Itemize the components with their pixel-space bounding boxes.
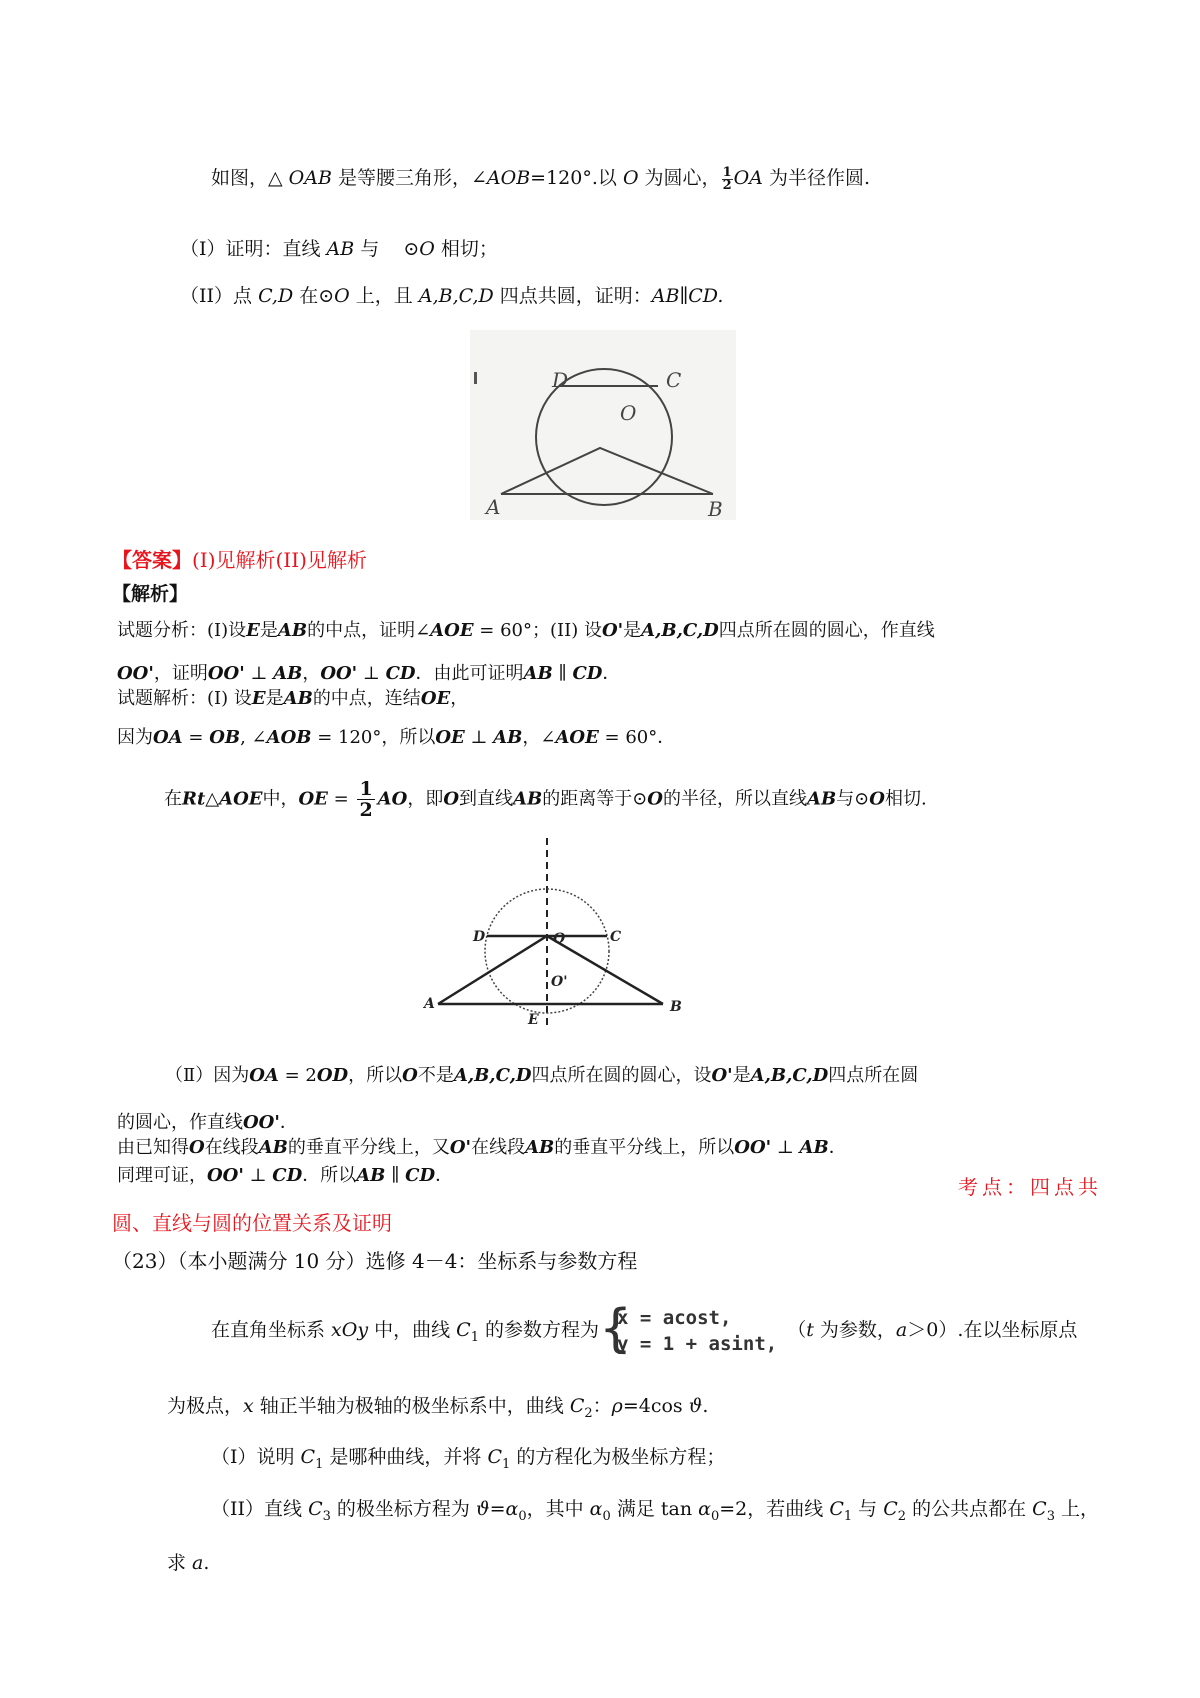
figure-circle-triangle (470, 330, 736, 520)
analysis-line9: 同理可证，OO' ⊥ CD．所以AB ∥ CD． (117, 1165, 454, 1186)
half-fraction-2: $\frac{1}{2}$ (359, 778, 373, 821)
q22-intro: 如图，△ OAB 是等腰三角形，∠AOB=120°.以 O 为圆心， $\frac{1}{2}$ OA 为半径作圆. (211, 164, 871, 193)
figure-circle-perpendicular (420, 838, 690, 1028)
analysis-line2: OO'，证明OO' ⊥ AB，OO' ⊥ CD．由此可证明AB ∥ CD． (117, 663, 621, 684)
answer-line: 【答案】(I)见解析(II)见解析 (112, 548, 367, 572)
q22-part2: （II）点 C,D 在⊙O 上，且 A,B,C,D 四点共圆，证明：AB∥CD. (180, 285, 724, 307)
kaodian-text: 圆、直线与圆的位置关系及证明 (112, 1211, 392, 1235)
left-brace-icon: { (599, 1299, 633, 1359)
analysis-line8: 由已知得O在线段AB的垂直平分线上，又O'在线段AB的垂直平分线上，所以OO' ⊥ AB． (117, 1137, 847, 1158)
label-a: A (424, 996, 435, 1012)
q23-intro: 在直角坐标系 xOy 中，曲线 $C_1$ 的参数方程为 { x = acost, y = 1 + asint, （t 为参数，a＞0）.在以坐标原点 (211, 1299, 1078, 1359)
label-c: C (666, 368, 682, 392)
triangle-sides (438, 936, 663, 1004)
analysis-line3: 试题解析：(Ⅰ) 设E是AB的中点，连结OE， (117, 688, 469, 709)
label-b: B (670, 999, 682, 1015)
analysis-heading: 【解析】 (112, 583, 189, 605)
analysis-line7: 的圆心，作直线OO'． (117, 1112, 298, 1133)
scan-mark (474, 372, 477, 384)
label-o: O (553, 931, 566, 947)
label-b: B (708, 497, 723, 520)
kaodian-label: 考点：四点共 (958, 1175, 1102, 1199)
label-d: D (552, 368, 569, 392)
q23-part1: （I）说明 $C_1$ 是哪种曲线，并将 $C_1$ 的方程化为极坐标方程； (211, 1446, 726, 1472)
label-c: C (610, 929, 622, 945)
label-o-prime: O' (551, 974, 568, 990)
parametric-system: { x = acost, y = 1 + asint, (599, 1299, 778, 1359)
q22-part1: （I）证明：直线 AB 与 ⊙O 相切； (180, 238, 498, 260)
label-o: O (620, 401, 637, 425)
q23-header: （23）（本小题满分 10 分）选修 4－4：坐标系与参数方程 (112, 1249, 638, 1273)
analysis-line6: （Ⅱ）因为OA = 2OD，所以O不是A,B,C,D四点所在圆的圆心，设O'是A,B,C,D四点所在圆 (165, 1065, 919, 1086)
half-fraction: $\frac{1}{2}$ (722, 164, 732, 193)
q23-part2: （II）直线 $C_3$ 的极坐标方程为 $ϑ=\alpha_0$，其中 $\alpha_0$ 满足 $\tan \alpha_0=2$，若曲线 $C_1$ 与 $C_2$ 的公共点都在 $C_3$ 上， (211, 1498, 1100, 1524)
label-a: A (486, 495, 501, 519)
analysis-line5: 在Rt△AOE中，OE = $\frac{1}{2}$ AO，即O到直线AB的距离等于⊙O的半径，所以直线AB与⊙O相切. (164, 778, 927, 821)
label-d: D (473, 929, 486, 945)
q23-line2: 为极点，x 轴正半轴为极轴的极坐标系中，曲线 $C_2$：ρ=4cos ϑ. (167, 1395, 709, 1421)
analysis-line4: 因为OA = OB, ∠AOB = 120°，所以OE ⊥ AB，∠AOE = 60°． (117, 727, 676, 748)
q23-part2-end: 求 a. (167, 1552, 210, 1574)
label-e: E (528, 1012, 539, 1028)
analysis-line1: 试题分析：(I)设E是AB的中点，证明∠AOE = 60°；(II) 设O'是A,B,C,D四点所在圆的圆心，作直线 (117, 620, 935, 641)
